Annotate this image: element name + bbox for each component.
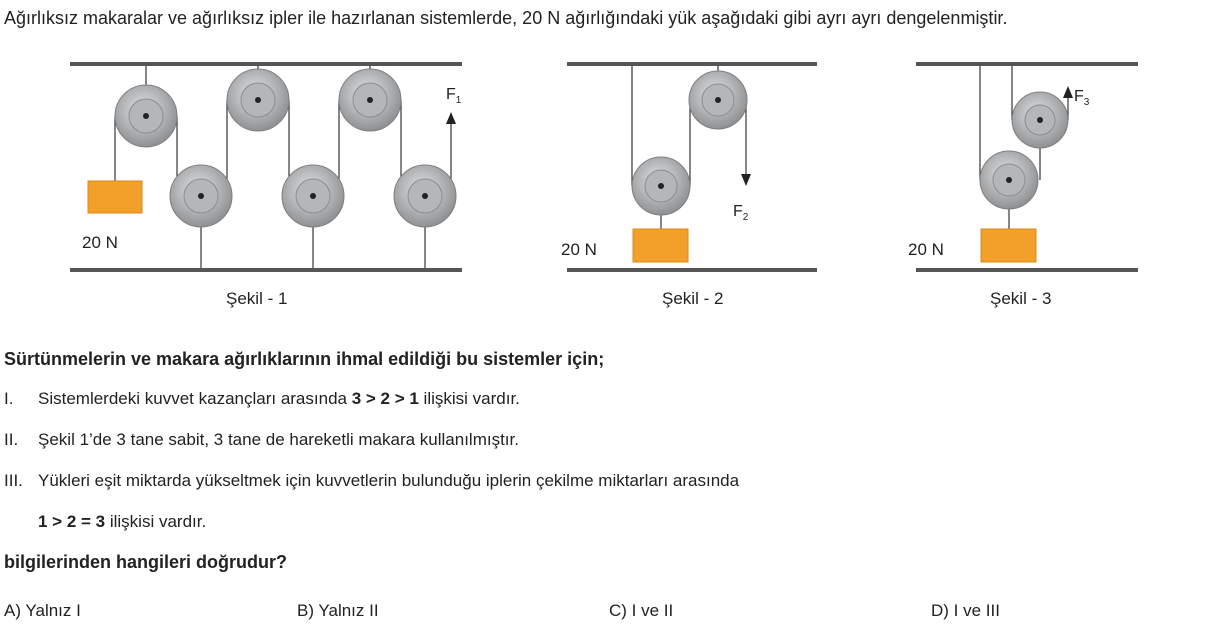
arrow-f2 xyxy=(741,174,751,186)
intro-text: Ağırlıksız makaralar ve ağırlıksız ipler ile hazırlanan sistemlerde, 20 N ağırlığındaki yük aşağıdaki gibi ayrı ayrı dengelenmiştir. xyxy=(4,8,1008,28)
option-a[interactable]: A) Yalnız I xyxy=(4,601,81,620)
figure-label-3: Şekil - 3 xyxy=(990,289,1052,308)
pulley-2a xyxy=(689,71,747,129)
option-c[interactable]: C) I ve II xyxy=(609,601,674,620)
load-box-3 xyxy=(981,229,1036,262)
statement-number: II. xyxy=(4,430,19,449)
force-label-3: $F_3$ xyxy=(1074,88,1090,109)
pulley-1f xyxy=(394,165,456,227)
statement-number: III. xyxy=(4,471,23,490)
force-label-2: $F_2$ xyxy=(733,203,749,224)
question-heading: Sürtünmelerin ve makara ağırlıklarının ihmal edildiği bu sistemler için; xyxy=(4,349,605,369)
pulley-1a xyxy=(115,85,177,147)
figure-1 xyxy=(70,62,462,272)
figure-3 xyxy=(916,62,1138,272)
statement-3-continued: 1 > 2 = 3 ilişkisi vardır. xyxy=(38,512,207,531)
floor-1 xyxy=(70,268,462,272)
figure-2 xyxy=(567,62,817,272)
ceiling-2 xyxy=(567,62,817,66)
load-box-2 xyxy=(633,229,688,262)
statement-number: I. xyxy=(4,389,14,408)
arrow-f1 xyxy=(446,112,456,124)
pulley-1c xyxy=(339,69,401,131)
load-label-3: 20 N xyxy=(908,240,944,259)
pulley-3a xyxy=(1012,92,1068,148)
pulley-2b xyxy=(632,157,690,215)
load-label-1: 20 N xyxy=(82,233,118,252)
arrow-f3 xyxy=(1063,86,1073,98)
force-label-1: $F_1$ xyxy=(446,86,462,107)
figure-label-1: Şekil - 1 xyxy=(226,289,288,308)
option-b[interactable]: B) Yalnız II xyxy=(297,601,379,620)
question-footer: bilgilerinden hangileri doğrudur? xyxy=(4,552,287,572)
ceiling-3 xyxy=(916,62,1138,66)
option-d[interactable]: D) I ve III xyxy=(931,601,1000,620)
ceiling-1 xyxy=(70,62,462,66)
statement-1: I. Sistemlerdeki kuvvet kazançları arasında 3 > 2 > 1 ilişkisi vardır. xyxy=(4,389,520,408)
load-label-2: 20 N xyxy=(561,240,597,259)
statement-3: III. Yükleri eşit miktarda yükseltmek için kuvvetlerin bulunduğu iplerin çekilme miktarları arasında xyxy=(4,471,740,490)
statement-2: II. Şekil 1’de 3 tane sabit, 3 tane de hareketli makara kullanılmıştır. xyxy=(4,430,519,449)
floor-2 xyxy=(567,268,817,272)
pulley-1e xyxy=(282,165,344,227)
figure-label-2: Şekil - 2 xyxy=(662,289,724,308)
pulley-1d xyxy=(170,165,232,227)
pulley-3b xyxy=(980,151,1038,209)
load-box-1 xyxy=(88,181,142,213)
pulley-1b xyxy=(227,69,289,131)
floor-3 xyxy=(916,268,1138,272)
